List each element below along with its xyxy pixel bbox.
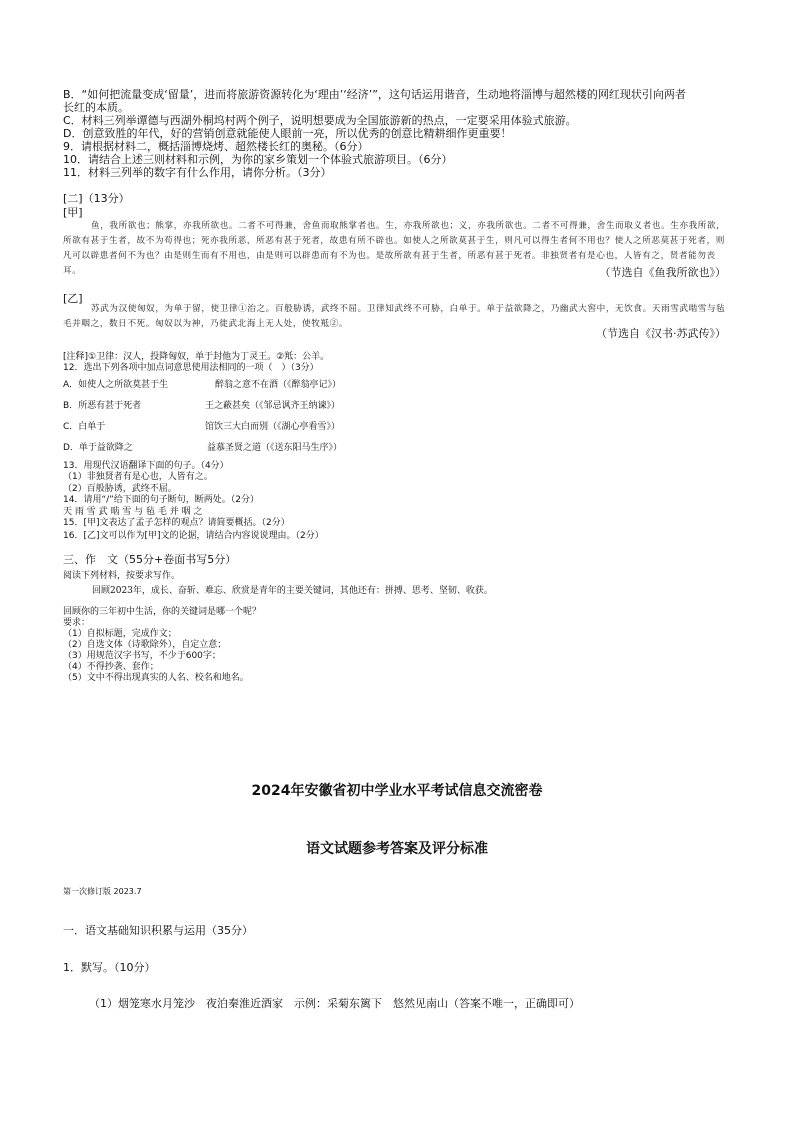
requirements-label: 要求：: [63, 618, 91, 628]
q12-option-c-left: C．白单于: [63, 422, 106, 432]
requirement-4: （4）不得抄袭、套作；: [63, 662, 159, 672]
question-12: 12．选出下列各项中加点词意思使用法相同的一项（ ）（3分）: [63, 363, 319, 373]
annotation-notes: [注释]①卫律：汉人，投降匈奴，单于封他为丁灵王。②羝：公羊。: [63, 352, 330, 362]
section-3-heading: 三、作 文（55分+卷面书写5分）: [63, 553, 237, 566]
essay-material: 回顾2023年，成长、奋斩、难忘、欣赏是青年的主要关键词，其他还有：拼搏、思考、坚韧、收获。: [92, 586, 493, 596]
revision-note: 第一次修订版 2023.7: [63, 887, 142, 896]
passage-jia-source: （节选自《鱼我所欲也》）: [599, 266, 726, 279]
q12-option-d-left: D．单于益欲降之: [63, 443, 133, 453]
q12-option-c-right: 馆饮三大白而别（《湖心亭看雪》）: [205, 422, 341, 432]
requirement-2: （2）自选文体（诗歌除外），自定立意；: [63, 640, 227, 650]
question-13: 13．用现代汉语翻译下面的句子。（4分）: [63, 461, 229, 471]
question-10: 10．请结合上述三则材料和示例，为你的家乡策划一个体验式旅游项目。（6分）: [63, 153, 453, 166]
q13-item-2: （2）百般胁诱，武终不屈。: [63, 484, 177, 494]
question-16: 16．[乙]文可以作为[甲]文的论据，请结合内容说说理由。（2分）: [63, 531, 324, 541]
answer-q1-item-1: （1）烟笼寒水月笼沙 夜泊秦淮近酒家 示例：采菊东篱下 悠然见南山（答案不唯一，正确即可）: [89, 997, 580, 1010]
q12-option-a-left: A．如使人之所欲莫甚于生: [63, 380, 169, 390]
passage-jia-label: [甲]: [63, 206, 83, 219]
option-b-line1: B．“如何把流量变成‘留量’，进而将旅游资源转化为‘理由’‘经济’”，这句话运用谐音，生动地将淄博与超然楼的网红现状引向两者: [63, 88, 686, 101]
passage-yi-source: （节选自《汉书·苏武传》）: [596, 327, 726, 340]
requirement-3: （3）用规范汉字书写，不少于600字；: [63, 651, 221, 661]
option-d: D．创意致胜的年代，好的营销创意就能使人眼前一亮，所以优秀的创意比精耕细作更重要！: [63, 127, 512, 140]
requirement-5: （5）文中不得出现真实的人名、校名和地名。: [63, 673, 249, 683]
option-b-line2: 长红的本质。: [63, 101, 129, 114]
section-2-heading: [二]（13分）: [63, 192, 130, 205]
q13-item-1: （1）非独贤者有是心也，人皆有之。: [63, 472, 213, 482]
essay-intro: 阅读下列材料，按要求写作。: [63, 571, 181, 581]
question-11: 11．材料三列举的数字有什么作用，请你分析。（3分）: [63, 166, 332, 179]
passage-yi-text: 苏武为汉使匈奴，为单于留，使卫律①治之。百般胁诱，武终不屈。卫律知武终不可胁，白单于。单于益欲降之，乃幽武大窖中，无饮食。天雨雪武啮雪与毡毛并咽之，数日不死。匈奴以为神，乃徙武北海上无人处，使牧羝②。: [63, 304, 726, 329]
q12-option-b-left: B．所恶有甚于死者: [63, 401, 142, 411]
answer-title: 2024年安徽省初中学业水平考试信息交流密卷: [251, 783, 543, 799]
q12-option-a-right: 醉翁之意不在酒（《醉翁亭记》）: [215, 380, 342, 390]
question-14: 14．请用“/”给下面的句子断句，断两处。（2分）: [63, 495, 260, 505]
answer-subtitle: 语文试题参考答案及评分标准: [306, 841, 488, 857]
q14-sentence: 天 雨 雪 武 啮 雪 与 毡 毛 并 咽 之: [63, 507, 203, 517]
requirement-1: （1）自拟标题，完成作文；: [63, 629, 177, 639]
question-15: 15．[甲]文表达了孟子怎样的观点？请简要概括。（2分）: [63, 518, 290, 528]
option-c: C．材料三列举谭德与西湖外桐坞村两个例子，说明想要成为全国旅游新的热点，一定要采用体验式旅游。: [63, 114, 577, 127]
essay-question: 回顾你的三年初中生活，你的关键词是哪一个呢？: [63, 607, 262, 617]
passage-jia-text: 鱼，我所欲也；熊掌，亦我所欲也。二者不可得兼，舍鱼而取熊掌者也。生，亦我所欲也；义，亦我所欲也。二者不可得兼，舍生而取义者也。生亦我所欲，所欲有甚于生者，故不为苟得也；死亦我所恶，所恶有甚于死者，故患有所不辟也。如使人之所欲莫甚于生，则凡可以得生者何不用也？使人之所恶莫甚于死者，则凡可以辟患者何不为也？由是则生而有不用也，由是则可以辟患而有不为也。是故所欲有甚于生者，所恶有甚于死者。非独贤者有是心也，人皆有之，贤者能勿丧耳。: [63, 221, 726, 276]
answer-part-1: 一．语文基础知识积累与运用（35分）: [63, 924, 253, 937]
answer-q1: 1．默写。（10分）: [63, 961, 156, 974]
question-9: 9．请根据材料二，概括淄博烧烤、超然楼长红的奥秘。（6分）: [63, 140, 369, 153]
passage-yi-label: [乙]: [63, 292, 83, 305]
q12-option-b-right: 王之蔽甚矣（《邹忌讽齐王纳谏》）: [205, 401, 341, 411]
q12-option-d-right: 益慕圣贤之道（《送东阳马生序》）: [207, 443, 343, 453]
